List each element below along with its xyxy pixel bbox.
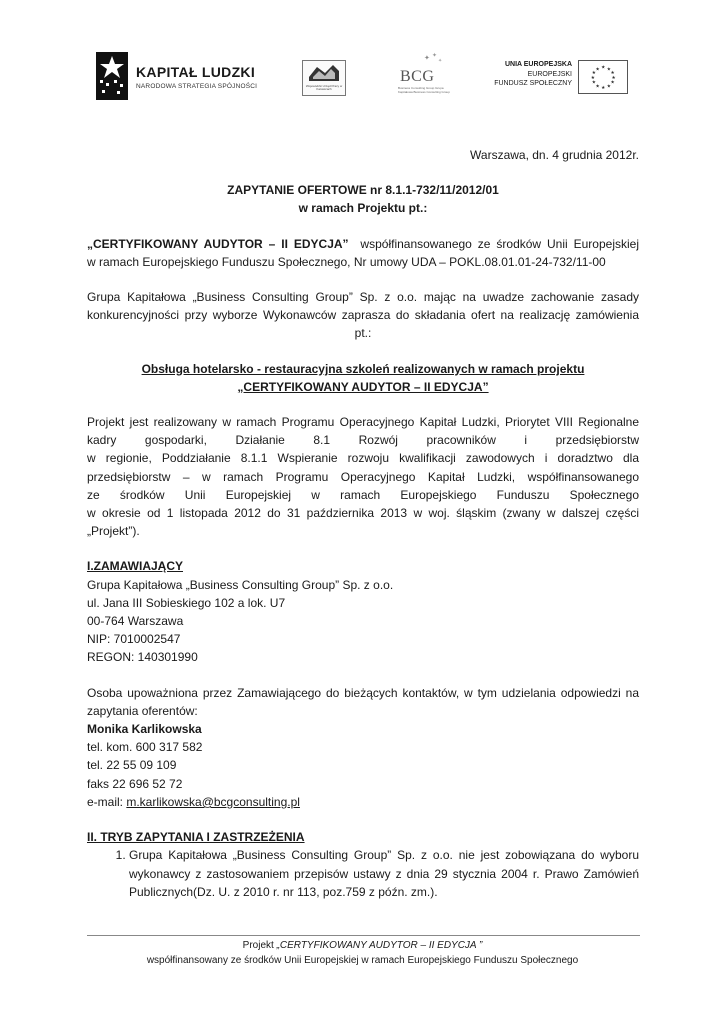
eu-efs-logo [494,60,630,96]
svg-text:★: ★ [590,75,595,81]
project-name: „CERTYFIKOWANY AUDYTOR – II EDYCJA” [87,236,349,251]
ordering-party-nip: NIP: 7010002547 [87,632,181,647]
program-line: przedsiębiorstw – w ramach Programu Operacyjnego Kapitał Ludzki, współfinansowanego [87,469,639,484]
svg-text:★: ★ [591,80,596,86]
contact-email-line [87,793,639,811]
program-line: w okresie od 1 listopada 2012 do 31 października 2013 w woj. śląskim (zwany w dalszej części [87,506,639,521]
program-line: „Projekt”). [87,524,140,539]
contact-phone: tel. 22 55 09 109 [87,758,177,773]
svg-text:✦: ✦ [438,58,443,64]
kapital-ludzki-title: KAPITAŁ LUDZKI [136,64,256,80]
program-line: ze środków Unii Europejskiej w ramach Europejskiego Funduszu Społecznego [87,487,639,502]
program-line: Projekt jest realizowany w ramach Programu Operacyjnego Kapitał Ludzki, Priorytet VIII Regionalne [87,415,639,430]
eu-label-line2: EUROPEJSKI [527,71,572,78]
kapital-ludzki-subtitle: NARODOWA STRATEGIA SPÓJNOŚCI [136,83,258,90]
subject-line1: Obsługa hotelarsko - restauracyjna szkoleń realizowanych w ramach projektu [141,361,585,376]
list-item [129,846,639,901]
svg-text:✦: ✦ [424,54,430,62]
ordering-party-street: ul. Jana III Sobieskiego 102 a lok. U7 [87,595,286,610]
eu-flag-icon [578,60,628,94]
ordering-party-city: 00-764 Warszawa [87,614,184,629]
kapital-ludzki-logo [92,50,262,102]
kapital-ludzki-mark-icon [92,50,132,102]
svg-text:★: ★ [606,84,611,90]
program-line: kadry gospodarki, Działanie 8.1 Rozwój pracowników i przedsiębiorstw [87,433,639,448]
wup-logo-text: Wojewódzki Urząd Pracy w Katowicach [305,84,343,92]
document-subtitle: w ramach Projektu pt.: [298,201,428,216]
svg-text:★: ★ [601,65,606,71]
eu-label-line3: FUNDUSZ SPOŁECZNY [494,80,572,87]
svg-text:★: ★ [611,75,616,81]
section2-list [87,846,639,901]
footer-project-prefix: Projekt [242,940,277,951]
eu-label-line1: UNIA EUROPEJSKA [504,61,572,68]
footer-line2: współfinansowany ze środków Unii Europejskiej w ramach Europejskiego Funduszu Społecznego [146,954,579,966]
footer-divider [87,935,640,936]
intro-line3: pt.: [354,326,372,341]
intro-line2: konkurencyjności przy wyborze Wykonawców zaprasza do składania ofert na realizację zamówienia [87,308,639,323]
svg-text:★: ★ [601,86,606,92]
contact-phone-mobile: tel. kom. 600 317 582 [87,740,203,755]
project-line1-rest: współfinansowanego ze środków Unii Europejskiej [348,236,639,251]
section2-item1-line2: wykonawcy z zastosowaniem przepisów ustawy z dnia 29 stycznia 2004 r. Prawo Zamówień [129,866,639,881]
contact-email-label: e-mail: [87,794,127,809]
contact-fax: faks 22 696 52 72 [87,776,183,791]
bcg-tagline: Business Consulting Group Grupa Kapitałowa Business Consulting Group [398,86,450,94]
document-body [87,146,639,901]
ordering-party-name: Grupa Kapitałowa „Business Consulting Group” Sp. z o.o. [87,577,394,592]
ordering-party-regon: REGON: 140301990 [87,650,198,665]
bcg-stars-icon [422,52,446,68]
program-line: w regionie, Poddziałanie 8.1.1 Wspieranie rozwoju kwalifikacji zawodowych i doradztwo dla [87,451,639,466]
section1-heading: I.ZAMAWIAJĄCY [87,559,183,574]
bcg-wordmark: BCG [400,68,435,85]
section2-item1-line3: Publicznych(Dz. U. z 2010 r. nr 113, poz.759 z późn. zm.). [129,884,438,899]
footer-project-name: „CERTYFIKOWANY AUDYTOR – II EDYCJA ” [276,940,483,951]
svg-text:★: ★ [591,71,596,77]
date-line: Warszawa, dn. 4 grudnia 2012r. [470,148,639,162]
intro-line1: Grupa Kapitałowa „Business Consulting Group” Sp. z o.o. mając na uwadze zachowanie zasady [87,290,639,305]
document-title: ZAPYTANIE OFERTOWE nr 8.1.1-732/11/2012/01 [227,183,499,198]
subject-line2: „CERTYFIKOWANY AUDYTOR – II EDYCJA” [237,379,489,394]
contact-name: Monika Karlikowska [87,722,202,737]
section2-heading: II. TRYB ZAPYTANIA I ZASTRZEŻENIA [87,830,305,845]
wup-mark-icon [307,63,341,83]
header-logos [0,0,725,110]
footer-line1 [60,939,665,954]
contact-intro-line2: zapytania oferentów: [87,703,198,718]
section2-item1-line1: Grupa Kapitałowa „Business Consulting Group” Sp. z o.o. nie jest zobowiązana do wyboru [129,848,639,863]
contact-email-link[interactable]: m.karlikowska@bcgconsulting.pl [126,794,300,809]
svg-text:★: ★ [606,67,611,73]
bcg-logo [394,52,452,100]
svg-text:✦: ✦ [432,52,438,59]
project-line2: w ramach Europejskiego Funduszu Społecznego, Nr umowy UDA – POKL.08.01.01-24-732/11-00 [87,254,606,269]
svg-text:★: ★ [595,67,600,73]
svg-text:★: ★ [595,84,600,90]
svg-text:★: ★ [610,80,615,86]
svg-text:★: ★ [610,71,615,77]
contact-intro-line1: Osoba upoważniona przez Zamawiającego do bieżących kontaktów, w tym udzielania odpowiedzi na [87,685,639,700]
project-line1 [87,235,639,253]
program-paragraph [87,413,639,540]
page-footer [60,939,665,968]
wup-logo [302,60,346,96]
